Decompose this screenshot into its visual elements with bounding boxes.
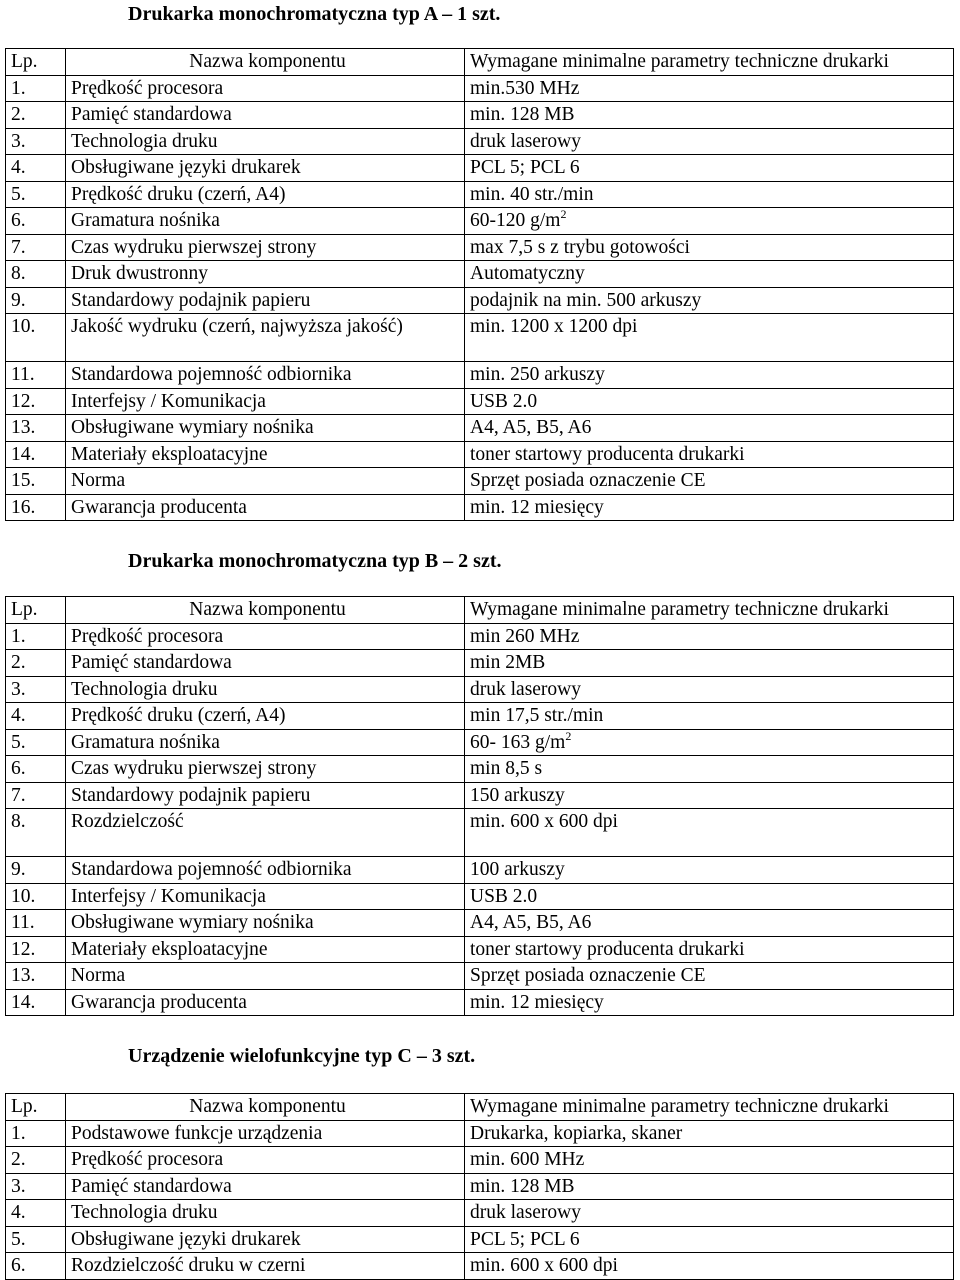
column-header: Nazwa komponentu (66, 1094, 465, 1121)
table-header-row (6, 597, 954, 624)
requirement-value: min. 128 MB (465, 102, 954, 129)
table-row (6, 676, 954, 703)
component-name: Pamięć standardowa (66, 650, 465, 677)
requirement-value: min 260 MHz (465, 623, 954, 650)
component-name: Norma (66, 468, 465, 495)
component-name: Interfejsy / Komunikacja (66, 883, 465, 910)
component-name: Pamięć standardowa (66, 1173, 465, 1200)
table-row (6, 756, 954, 783)
row-number: 5. (6, 729, 66, 756)
row-number: 11. (6, 910, 66, 937)
component-name: Rozdzielczość (66, 809, 465, 857)
row-number: 2. (6, 650, 66, 677)
table-row (6, 494, 954, 521)
component-name: Interfejsy / Komunikacja (66, 388, 465, 415)
component-name: Czas wydruku pierwszej strony (66, 234, 465, 261)
column-header: Nazwa komponentu (66, 49, 465, 76)
requirement-value: Sprzęt posiada oznaczenie CE (465, 963, 954, 990)
component-name: Standardowa pojemność odbiornika (66, 857, 465, 884)
requirement-value (465, 729, 954, 756)
section-title-a: Drukarka monochromatyczna typ A – 1 szt. (128, 3, 501, 25)
component-name: Podstawowe funkcje urządzenia (66, 1120, 465, 1147)
requirement-value: max 7,5 s z trybu gotowości (465, 234, 954, 261)
row-number: 1. (6, 75, 66, 102)
requirement-value: min. 12 miesięcy (465, 989, 954, 1016)
table-row (6, 234, 954, 261)
table-header-row (6, 49, 954, 76)
requirement-value: min. 600 MHz (465, 1147, 954, 1174)
component-name: Gramatura nośnika (66, 208, 465, 235)
table-row (6, 703, 954, 730)
row-number: 12. (6, 388, 66, 415)
row-number: 3. (6, 676, 66, 703)
superscript-exponent: 2 (565, 729, 572, 743)
row-number: 2. (6, 102, 66, 129)
row-number: 14. (6, 989, 66, 1016)
requirement-value: PCL 5; PCL 6 (465, 1226, 954, 1253)
row-number: 8. (6, 809, 66, 857)
table-row (6, 362, 954, 389)
row-number: 6. (6, 1253, 66, 1280)
table-row (6, 75, 954, 102)
row-number: 7. (6, 782, 66, 809)
section-title-b: Drukarka monochromatyczna typ B – 2 szt. (128, 550, 502, 572)
table-row (6, 1173, 954, 1200)
row-number: 1. (6, 1120, 66, 1147)
row-number: 1. (6, 623, 66, 650)
component-name: Standardowy podajnik papieru (66, 782, 465, 809)
requirement-value: A4, A5, B5, A6 (465, 415, 954, 442)
component-name: Gwarancja producenta (66, 494, 465, 521)
component-name: Rozdzielczość druku w czerni (66, 1253, 465, 1280)
table-row (6, 650, 954, 677)
table-row (6, 287, 954, 314)
table-header-row (6, 1094, 954, 1121)
table-row (6, 388, 954, 415)
requirement-value: min. 128 MB (465, 1173, 954, 1200)
row-number: 6. (6, 208, 66, 235)
component-name: Technologia druku (66, 1200, 465, 1227)
column-header: Lp. (6, 49, 66, 76)
table-row (6, 963, 954, 990)
table-row (6, 989, 954, 1016)
row-number: 6. (6, 756, 66, 783)
requirement-value: min. 600 x 600 dpi (465, 1253, 954, 1280)
requirement-value: min 17,5 str./min (465, 703, 954, 730)
requirement-value: Sprzęt posiada oznaczenie CE (465, 468, 954, 495)
row-number: 13. (6, 415, 66, 442)
component-name: Gwarancja producenta (66, 989, 465, 1016)
spec-table-b (5, 596, 954, 1016)
component-name: Obsługiwane wymiary nośnika (66, 415, 465, 442)
requirement-value: min 8,5 s (465, 756, 954, 783)
row-number: 14. (6, 441, 66, 468)
row-number: 9. (6, 287, 66, 314)
component-name: Materiały eksploatacyjne (66, 936, 465, 963)
column-header: Wymagane minimalne parametry techniczne drukarki (465, 49, 954, 76)
row-number: 4. (6, 155, 66, 182)
requirement-value: podajnik na min. 500 arkuszy (465, 287, 954, 314)
table-row (6, 1253, 954, 1280)
component-name: Technologia druku (66, 128, 465, 155)
component-name: Prędkość procesora (66, 623, 465, 650)
column-header: Wymagane minimalne parametry techniczne drukarki (465, 597, 954, 624)
requirement-value: min. 40 str./min (465, 181, 954, 208)
table-row (6, 809, 954, 857)
requirement-value: druk laserowy (465, 1200, 954, 1227)
table-row (6, 155, 954, 182)
row-number: 13. (6, 963, 66, 990)
table-row (6, 857, 954, 884)
component-name: Jakość wydruku (czerń, najwyższa jakość) (66, 314, 465, 362)
requirement-value: PCL 5; PCL 6 (465, 155, 954, 182)
row-number: 4. (6, 1200, 66, 1227)
row-number: 2. (6, 1147, 66, 1174)
component-name: Obsługiwane wymiary nośnika (66, 910, 465, 937)
column-header: Lp. (6, 1094, 66, 1121)
requirement-value: A4, A5, B5, A6 (465, 910, 954, 937)
requirement-value: Drukarka, kopiarka, skaner (465, 1120, 954, 1147)
row-number: 10. (6, 314, 66, 362)
requirement-value: USB 2.0 (465, 883, 954, 910)
table-row (6, 1200, 954, 1227)
component-name: Druk dwustronny (66, 261, 465, 288)
component-name: Technologia druku (66, 676, 465, 703)
requirement-value: USB 2.0 (465, 388, 954, 415)
row-number: 12. (6, 936, 66, 963)
component-name: Prędkość procesora (66, 1147, 465, 1174)
component-name: Prędkość procesora (66, 75, 465, 102)
spec-table-c (5, 1093, 954, 1280)
requirement-value: min. 12 miesięcy (465, 494, 954, 521)
component-name: Gramatura nośnika (66, 729, 465, 756)
row-number: 15. (6, 468, 66, 495)
row-number: 11. (6, 362, 66, 389)
spec-table-a (5, 48, 954, 521)
row-number: 5. (6, 181, 66, 208)
requirement-value: min. 250 arkuszy (465, 362, 954, 389)
requirement-value: min. 600 x 600 dpi (465, 809, 954, 857)
component-name: Pamięć standardowa (66, 102, 465, 129)
table-row (6, 1226, 954, 1253)
table-row (6, 441, 954, 468)
table-row (6, 102, 954, 129)
table-row (6, 1120, 954, 1147)
requirement-value: druk laserowy (465, 676, 954, 703)
component-name: Materiały eksploatacyjne (66, 441, 465, 468)
component-name: Norma (66, 963, 465, 990)
row-number: 5. (6, 1226, 66, 1253)
requirement-value: min.530 MHz (465, 75, 954, 102)
table-row (6, 208, 954, 235)
table-row (6, 936, 954, 963)
table-row (6, 468, 954, 495)
column-header: Lp. (6, 597, 66, 624)
component-name: Obsługiwane języki drukarek (66, 1226, 465, 1253)
component-name: Czas wydruku pierwszej strony (66, 756, 465, 783)
row-number: 4. (6, 703, 66, 730)
component-name: Prędkość druku (czerń, A4) (66, 181, 465, 208)
requirement-value (465, 208, 954, 235)
row-number: 10. (6, 883, 66, 910)
row-number: 9. (6, 857, 66, 884)
requirement-value: 100 arkuszy (465, 857, 954, 884)
component-name: Obsługiwane języki drukarek (66, 155, 465, 182)
section-title-c: Urządzenie wielofunkcyjne typ C – 3 szt. (128, 1045, 476, 1067)
superscript-exponent: 2 (560, 207, 567, 222)
table-row (6, 782, 954, 809)
table-row (6, 128, 954, 155)
table-row (6, 910, 954, 937)
table-row (6, 1147, 954, 1174)
table-row (6, 261, 954, 288)
table-row (6, 729, 954, 756)
column-header: Wymagane minimalne parametry techniczne drukarki (465, 1094, 954, 1121)
row-number: 16. (6, 494, 66, 521)
requirement-value: min 2MB (465, 650, 954, 677)
table-row (6, 883, 954, 910)
row-number: 8. (6, 261, 66, 288)
component-name: Standardowy podajnik papieru (66, 287, 465, 314)
requirement-value: druk laserowy (465, 128, 954, 155)
requirement-value: 150 arkuszy (465, 782, 954, 809)
component-name: Standardowa pojemność odbiornika (66, 362, 465, 389)
table-row (6, 314, 954, 362)
column-header: Nazwa komponentu (66, 597, 465, 624)
requirement-value: toner startowy producenta drukarki (465, 441, 954, 468)
table-row (6, 415, 954, 442)
requirement-value: Automatyczny (465, 261, 954, 288)
requirement-value-text: 60- 163 g/m (470, 731, 566, 753)
requirement-value: min. 1200 x 1200 dpi (465, 314, 954, 362)
requirement-value: toner startowy producenta drukarki (465, 936, 954, 963)
row-number: 3. (6, 128, 66, 155)
row-number: 7. (6, 234, 66, 261)
requirement-value-text: 60-120 g/m (470, 210, 561, 232)
row-number: 3. (6, 1173, 66, 1200)
table-row (6, 623, 954, 650)
table-row (6, 181, 954, 208)
component-name: Prędkość druku (czerń, A4) (66, 703, 465, 730)
